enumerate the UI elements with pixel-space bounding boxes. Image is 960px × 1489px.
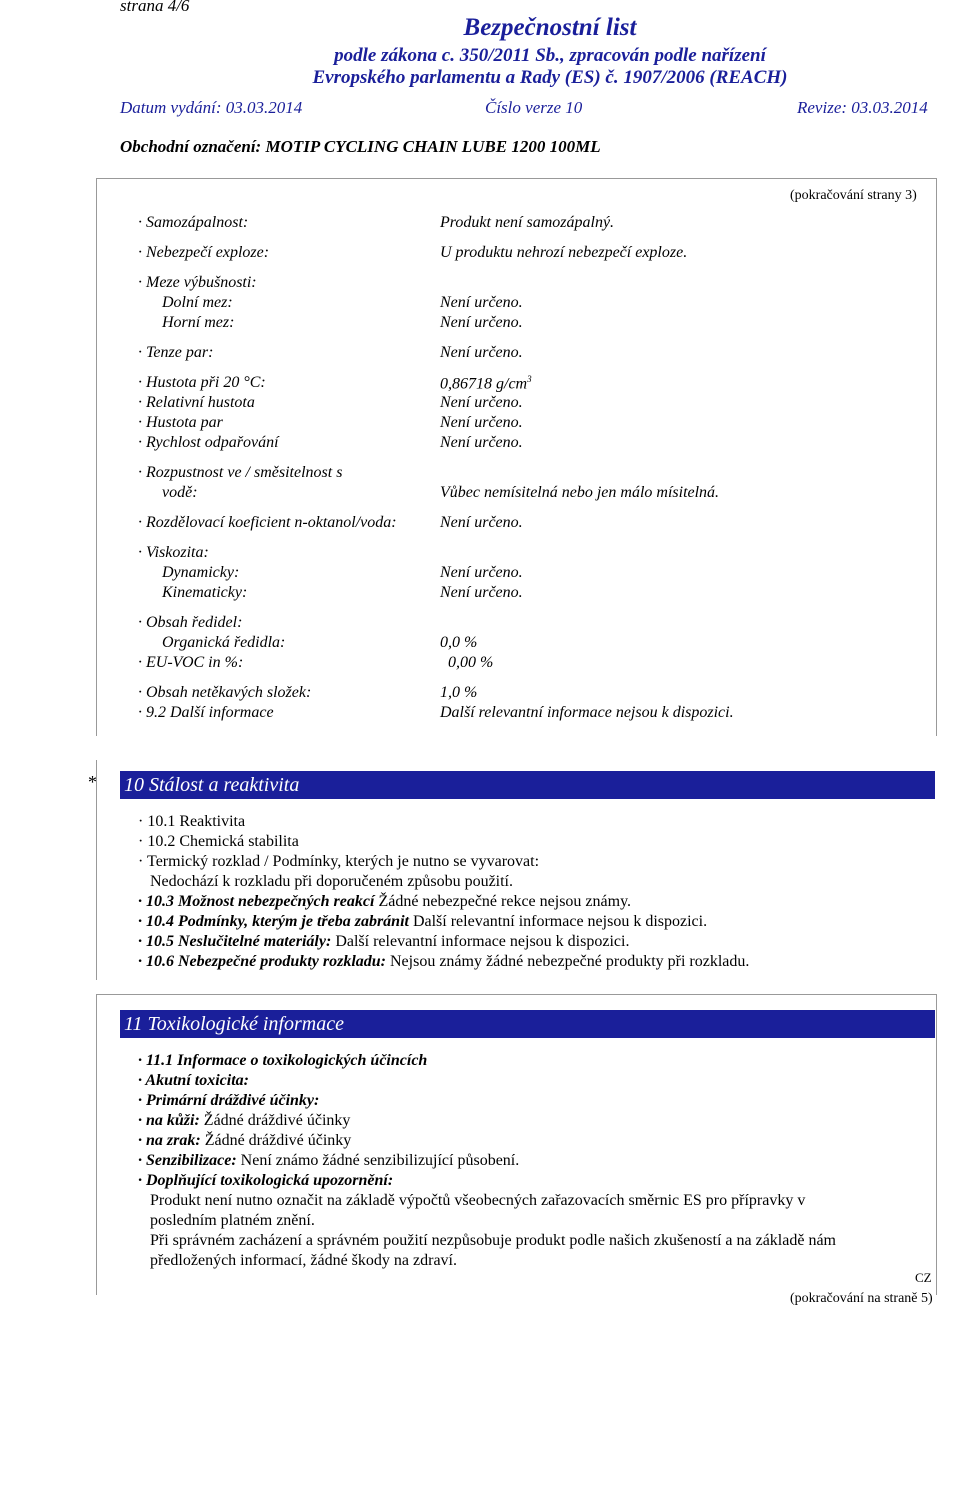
date-issued: Datum vydání: 03.03.2014 (120, 98, 303, 117)
conditions-to-avoid-row: · 10.4 Podmínky, kterým je třeba zabránit Další relevantní informace nejsou k dispozici. (138, 913, 708, 930)
section-10-heading: 10 Stálost a reaktivita (120, 771, 935, 799)
eu-voc-value: 0,00 % (448, 654, 494, 671)
continued-to-note: (pokračování na straně 5) (790, 1291, 933, 1306)
acute-toxicity-heading: · Akutní toxicita: (138, 1072, 249, 1089)
nonvolatile-label: · Obsah netěkavých složek: (138, 684, 312, 701)
other-info-value: Další relevantní informace nejsou k dispozici. (440, 704, 734, 721)
additional-toxicology-text-2: posledním platném znění. (150, 1212, 315, 1229)
revision-marker: * (88, 772, 97, 792)
page-number: strana 4/6 (120, 0, 190, 15)
lower-limit-label: Dolní mez: (162, 294, 233, 311)
dynamic-viscosity-label: Dynamicky: (162, 564, 240, 581)
language-code: CZ (915, 1270, 932, 1285)
explosion-hazard-label: · Nebezpečí exploze: (138, 244, 270, 261)
additional-toxicology-text-1: Produkt není nutno označit na základě výpočtů všeobecných zařazovacích směrnic ES pro přípravky v (150, 1192, 806, 1209)
trade-name: Obchodní označení: MOTIP CYCLING CHAIN LUBE 1200 100ML (120, 137, 601, 156)
continued-from-note: (pokračování strany 3) (790, 188, 917, 203)
self-ignition-label: · Samozápalnost: (138, 214, 249, 231)
partition-value: Není určeno. (440, 514, 523, 531)
vapour-density-label: · Hustota par (138, 414, 223, 431)
document-subtitle-2: Evropského parlamentu a Rady (ES) č. 1907/2006 (REACH) (312, 67, 788, 88)
other-info-label: · 9.2 Další informace (138, 704, 274, 721)
kinematic-viscosity-label: Kinematicky: (162, 584, 248, 601)
primary-irritant-heading: · Primární dráždivé účinky: (138, 1092, 320, 1109)
reactivity-heading: · 10.1 Reaktivita (138, 813, 246, 830)
relative-density-label: · Relativní hustota (138, 394, 255, 411)
decomposition-products-row: · 10.6 Nebezpečné produkty rozkladu: Nejsou známy žádné nebezpečné produkty při rozkladu. (138, 953, 750, 970)
evaporation-rate-label: · Rychlost odpařování (138, 434, 279, 451)
viscosity-label: · Viskozita: (138, 544, 209, 561)
nonvolatile-value: 1,0 % (440, 684, 478, 701)
revision-date: Revize: 03.03.2014 (797, 98, 928, 117)
partition-label: · Rozdělovací koeficient n-oktanol/voda: (138, 514, 397, 531)
hazardous-reactions-row: · 10.3 Možnost nebezpečných reakcí Žádné nebezpečné rekce nejsou známy. (138, 893, 632, 910)
eu-voc-label: · EU-VOC in %: (138, 654, 244, 671)
explosion-hazard-value: U produktu nehrozí nebezpečí exploze. (440, 244, 688, 261)
toxicological-effects-heading: · 11.1 Informace o toxikologických účincích (138, 1052, 428, 1069)
lower-limit-value: Není určeno. (440, 294, 523, 311)
density-value: 0,86718 $g/cm^3$ (440, 374, 532, 393)
evaporation-rate-value: Není určeno. (440, 434, 523, 451)
additional-toxicology-heading: · Doplňující toxikologická upozornění: (138, 1172, 394, 1189)
version-number: Číslo verze 10 (485, 98, 583, 117)
solubility-label-water: vodě: (162, 484, 198, 501)
solubility-value: Vůbec nemísitelná nebo jen málo mísitelná. (440, 484, 720, 501)
document-subtitle-1: podle zákona c. 350/2011 Sb., zpracován podle nařízení (334, 45, 766, 66)
dynamic-viscosity-value: Není určeno. (440, 564, 523, 581)
additional-toxicology-text-3: Při správném zacházení a správném použití nezpůsobuje produkt podle našich zkušeností a na základě nám (150, 1232, 836, 1249)
relative-density-value: Není určeno. (440, 394, 523, 411)
additional-toxicology-text-4: předložených informací, žádné škody na zdraví. (150, 1252, 457, 1269)
vapour-pressure-label: · Tenze par: (138, 344, 214, 361)
skin-irritation-row: · na kůži: Žádné dráždivé účinky (138, 1112, 351, 1129)
organic-solvents-value: 0,0 % (440, 634, 478, 651)
upper-limit-label: Horní mez: (162, 314, 235, 331)
section-10-left-rule (96, 760, 97, 980)
thermal-decomposition-text: Nedochází k rozkladu při doporučeném způsobu použití. (150, 873, 513, 890)
explosion-limits-label: · Meze výbušnosti: (138, 274, 257, 291)
vapour-pressure-value: Není určeno. (440, 344, 523, 361)
eye-irritation-row: · na zrak: Žádné dráždivé účinky (138, 1132, 352, 1149)
sensitisation-row: · Senzibilizace: Není známo žádné senzibilizující působení. (138, 1152, 520, 1169)
chemical-stability-heading: · 10.2 Chemická stabilita (138, 833, 299, 850)
vapour-density-value: Není určeno. (440, 414, 523, 431)
density-label: · Hustota při 20 °C: (138, 374, 266, 391)
organic-solvents-label: Organická ředidla: (162, 634, 286, 651)
section-11-heading: 11 Toxikologické informace (120, 1010, 935, 1038)
self-ignition-value: Produkt není samozápalný. (440, 214, 615, 231)
solubility-label: · Rozpustnost ve / směsitelnost s (138, 464, 343, 481)
upper-limit-value: Není určeno. (440, 314, 523, 331)
solvent-content-label: · Obsah ředidel: (138, 614, 243, 631)
document-title: Bezpečnostní list (463, 14, 637, 41)
thermal-decomposition-heading: · Termický rozklad / Podmínky, kterých je nutno se vyvarovat: (138, 853, 540, 870)
kinematic-viscosity-value: Není určeno. (440, 584, 523, 601)
incompatible-materials-row: · 10.5 Neslučitelné materiály: Další relevantní informace nejsou k dispozici. (138, 933, 630, 950)
